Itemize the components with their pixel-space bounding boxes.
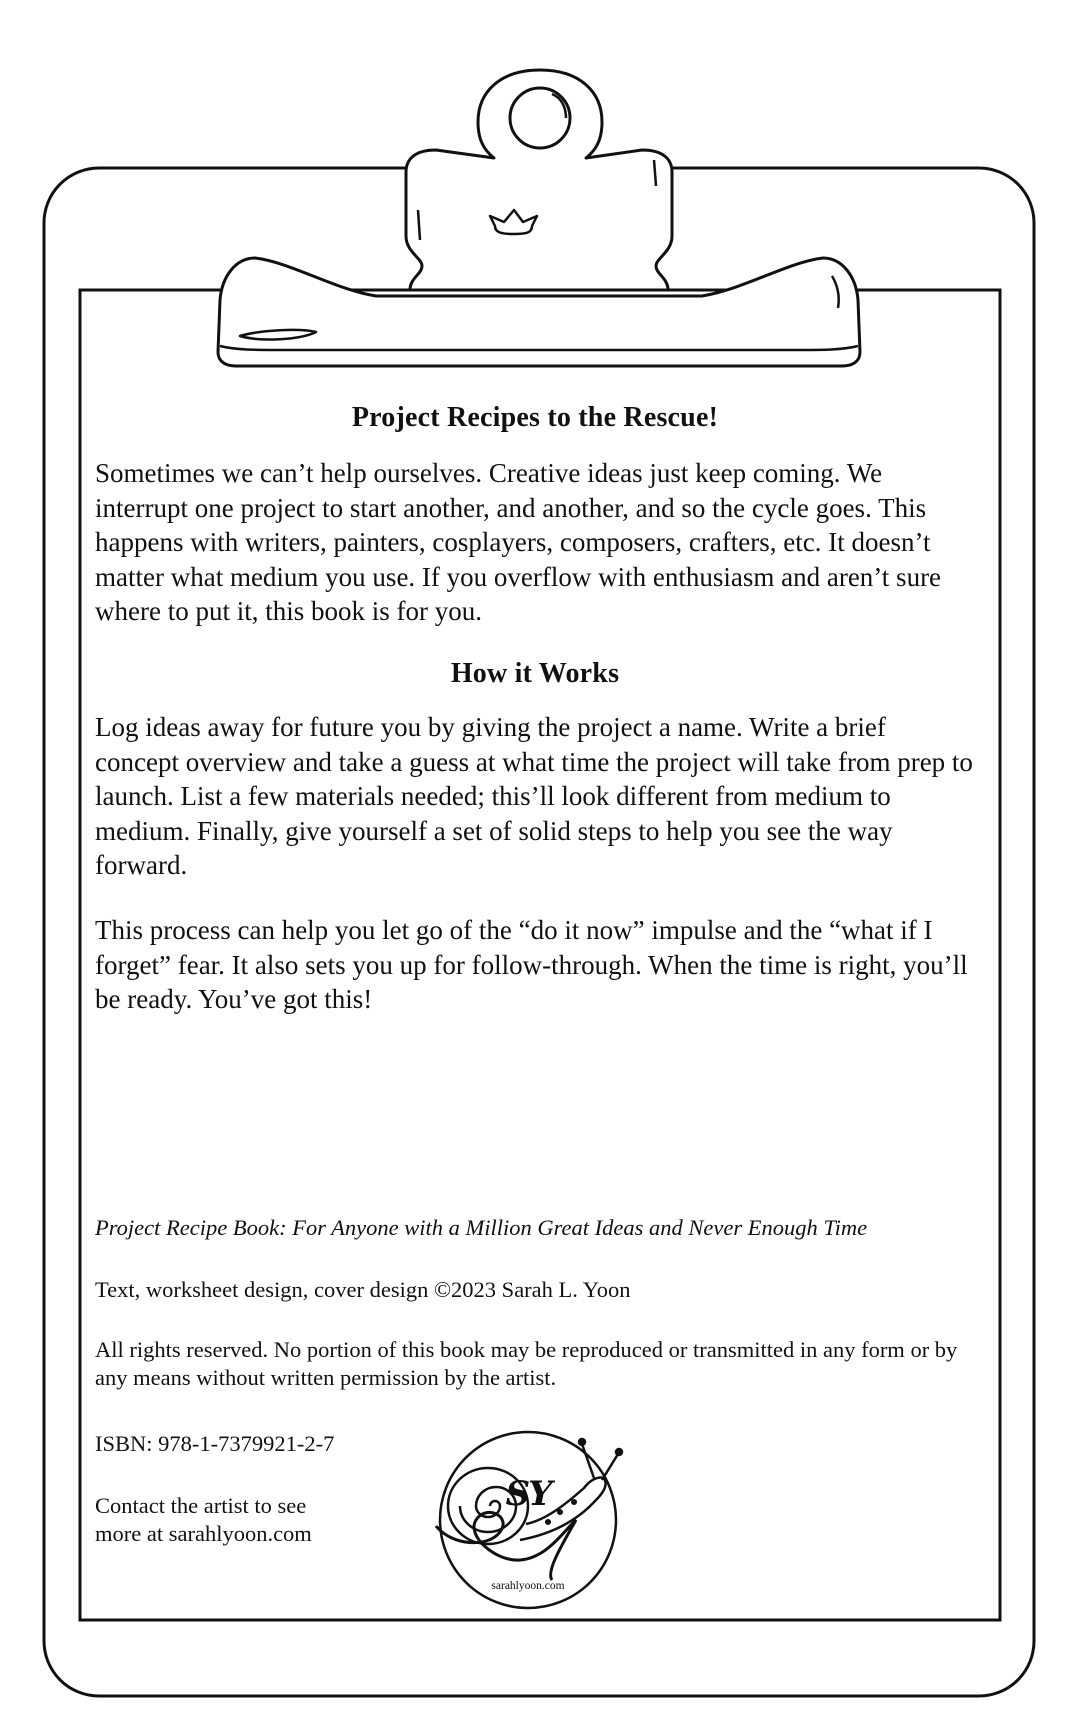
- contact-line-2: more at sarahlyoon.com: [95, 1521, 312, 1546]
- intro-heading: Project Recipes to the Rescue!: [351, 402, 719, 433]
- book-title: Project Recipe Book: For Anyone with a Million Great Ideas and Never Enough Time: [95, 1215, 868, 1240]
- how-it-works-heading: How it Works: [450, 658, 620, 689]
- rights-statement: All rights reserved. No portion of this book may be reproduced or transmitted in any form or by any means without written permission by the artist.: [95, 1337, 958, 1390]
- how-it-works-paragraph-2: This process can help you let go of the “do it now” impulse and the “what if I forget” fear. It also sets you up for follow-through. When the time is right, you’ll be ready. You’ve got this!: [95, 915, 968, 1014]
- logo-caption: sarahlyoon.com: [491, 1580, 565, 1592]
- logo-monogram: SY: [505, 1474, 551, 1514]
- intro-paragraph: Sometimes we can’t help ourselves. Creative ideas just keep coming. We interrupt one project to start another, and another, and so the cycle goes. This happens with writers, painters, cosplayers, composers, crafters, etc. It doesn’t matter what medium you use. If you overflow with enthusiasm and aren’t sure where to put it, this book is for you.: [95, 458, 942, 626]
- contact-line-1: Contact the artist to see: [95, 1493, 307, 1518]
- how-it-works-paragraph-1: Log ideas away for future you by giving the project a name. Write a brief concept overview and take a guess at what time the project will take from prep to launch. List a few materials needed; this’ll look different from medium to medium. Finally, give yourself a set of solid steps to help you see the way forward.: [95, 712, 973, 880]
- copyright-line: Text, worksheet design, cover design ©2023 Sarah L. Yoon: [95, 1277, 631, 1302]
- isbn-line: ISBN: 978-1-7379921-2-7: [95, 1431, 335, 1456]
